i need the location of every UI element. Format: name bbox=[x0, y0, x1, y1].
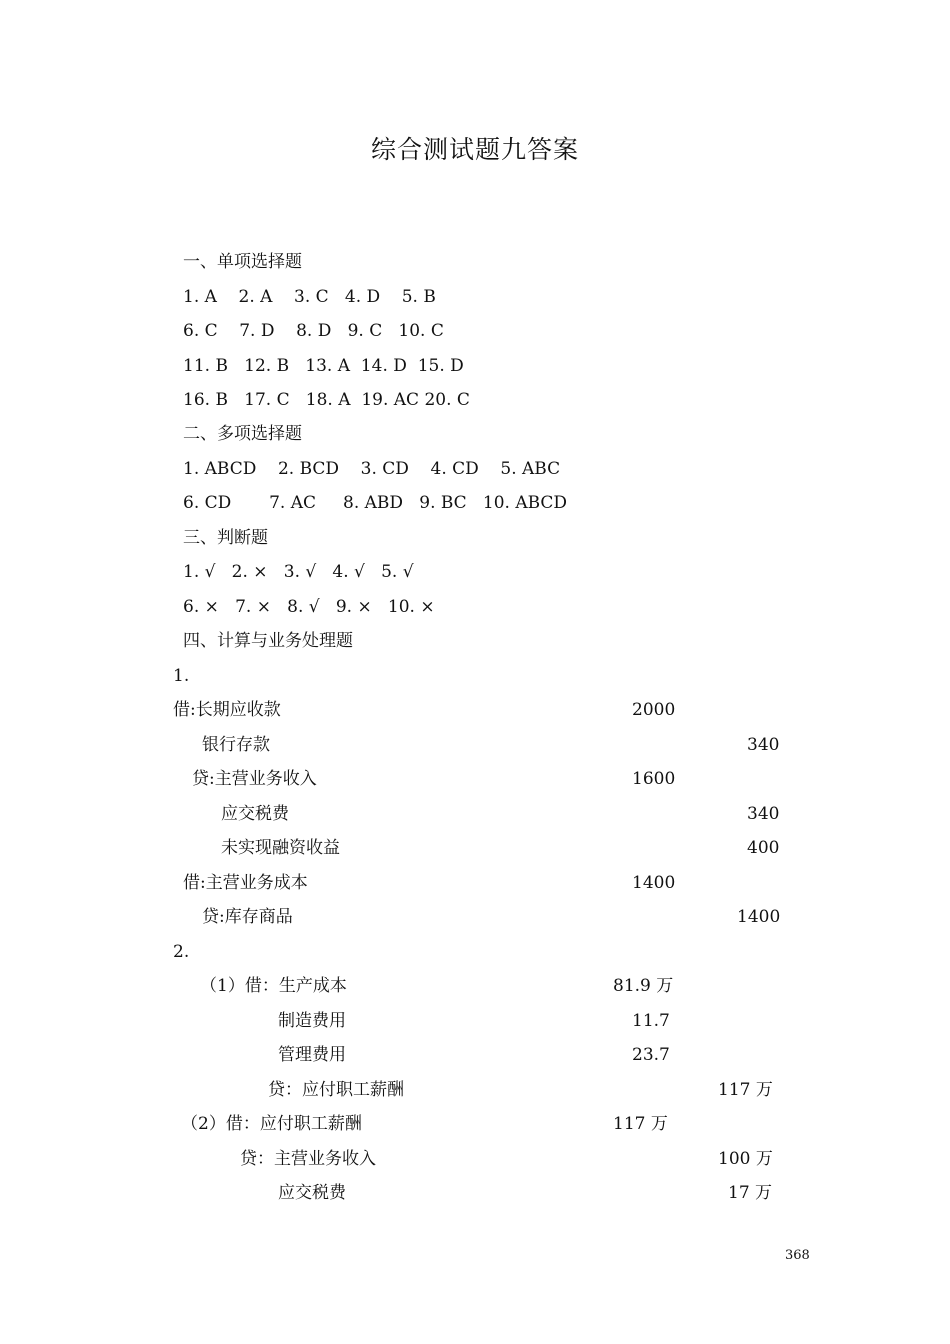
answer-row: 1. ABCD 2. BCD 3. CD 4. CD 5. ABC bbox=[183, 459, 561, 479]
page-number: 368 bbox=[785, 1248, 810, 1263]
answer-row: 6. CD 7. AC 8. ABD 9. BC 10. ABCD bbox=[183, 493, 568, 513]
journal-entry-account: 应交税费 bbox=[278, 1183, 346, 1203]
journal-entry-debit: 117 万 bbox=[613, 1114, 668, 1134]
journal-entry-debit: 81.9 万 bbox=[613, 976, 674, 996]
journal-entry-account: （1）借：生产成本 bbox=[200, 976, 347, 996]
journal-entry-account: 银行存款 bbox=[202, 735, 270, 755]
answer-row: 6. × 7. × 8. √ 9. × 10. × bbox=[183, 597, 435, 617]
journal-entry-account: （2）借：应付职工薪酬 bbox=[181, 1114, 362, 1134]
section-heading-true-false: 三、判断题 bbox=[183, 528, 268, 548]
journal-entry-account: 未实现融资收益 bbox=[221, 838, 340, 858]
question-label: 2. bbox=[173, 942, 190, 962]
answer-row: 6. C 7. D 8. D 9. C 10. C bbox=[183, 321, 444, 341]
journal-entry-account: 应交税费 bbox=[221, 804, 289, 824]
journal-entry-account: 借:主营业务成本 bbox=[183, 873, 308, 893]
journal-entry-account: 贷:库存商品 bbox=[202, 907, 293, 927]
page-title: 综合测试题九答案 bbox=[370, 135, 579, 164]
journal-entry-credit: 100 万 bbox=[718, 1149, 773, 1169]
journal-entry-account: 制造费用 bbox=[278, 1011, 346, 1031]
journal-entry-debit: 2000 bbox=[632, 700, 676, 720]
section-heading-single-choice: 一、单项选择题 bbox=[183, 252, 302, 272]
answer-row: 16. B 17. C 18. A 19. AC 20. C bbox=[183, 390, 470, 410]
journal-entry-account: 管理费用 bbox=[278, 1045, 346, 1065]
section-heading-calculation: 四、计算与业务处理题 bbox=[183, 631, 353, 651]
journal-entry-credit: 400 bbox=[747, 838, 780, 858]
journal-entry-account: 贷：应付职工薪酬 bbox=[268, 1080, 404, 1100]
journal-entry-debit: 11.7 bbox=[632, 1011, 670, 1031]
journal-entry-debit: 1600 bbox=[632, 769, 676, 789]
journal-entry-account: 借:长期应收款 bbox=[173, 700, 281, 720]
answer-row: 1. A 2. A 3. C 4. D 5. B bbox=[183, 287, 436, 307]
journal-entry-account: 贷:主营业务收入 bbox=[192, 769, 317, 789]
journal-entry-credit: 340 bbox=[747, 804, 780, 824]
journal-entry-debit: 23.7 bbox=[632, 1045, 670, 1065]
journal-entry-account: 贷：主营业务收入 bbox=[240, 1149, 376, 1169]
journal-entry-credit: 340 bbox=[747, 735, 780, 755]
journal-entry-credit: 117 万 bbox=[718, 1080, 773, 1100]
answer-row: 11. B 12. B 13. A 14. D 15. D bbox=[183, 356, 464, 376]
journal-entry-credit: 17 万 bbox=[728, 1183, 773, 1203]
journal-entry-credit: 1400 bbox=[737, 907, 781, 927]
section-heading-multiple-choice: 二、多项选择题 bbox=[183, 424, 302, 444]
journal-entry-debit: 1400 bbox=[632, 873, 676, 893]
answer-row: 1. √ 2. × 3. √ 4. √ 5. √ bbox=[183, 562, 414, 582]
question-label: 1. bbox=[173, 666, 190, 686]
